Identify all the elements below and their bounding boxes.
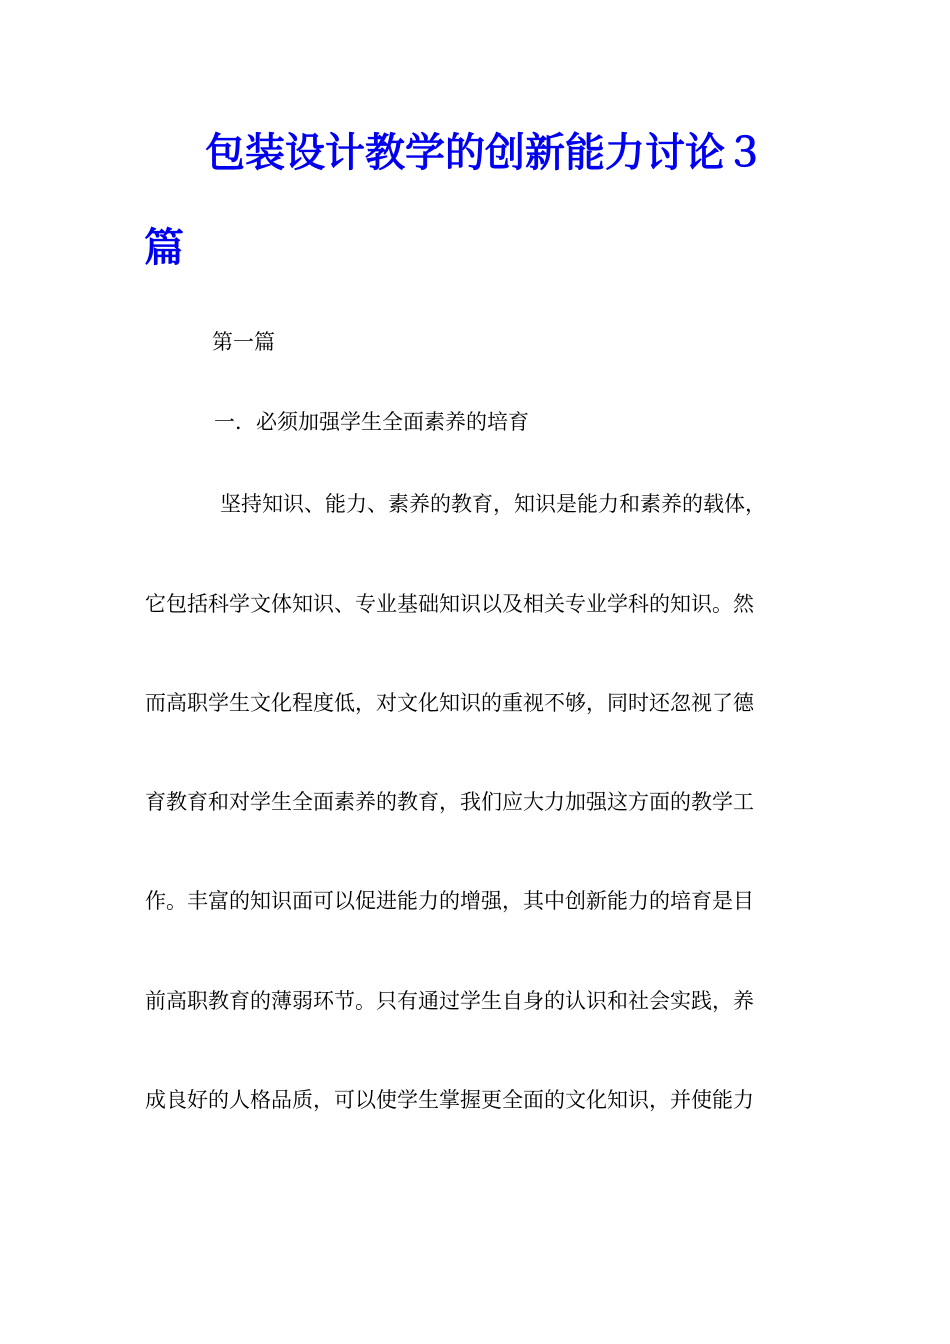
body-line: 成良好的人格品质，可以使学生掌握更全面的文化知识，并使能力 xyxy=(145,1088,754,1112)
body-line: 前高职教育的薄弱环节。只有通过学生自身的认识和社会实践，养 xyxy=(145,989,754,1013)
document-title-line-2: 篇 xyxy=(144,224,184,271)
body-line: 作。丰富的知识面可以促进能力的增强，其中创新能力的培育是目 xyxy=(145,889,754,913)
body-line: 育教育和对学生全面素养的教育，我们应大力加强这方面的教学工 xyxy=(145,790,754,814)
document-title-line-1: 包装设计教学的创新能力讨论３ xyxy=(205,129,765,176)
body-line: 而高职学生文化程度低，对文化知识的重视不够，同时还忽视了德 xyxy=(145,691,754,715)
body-line: 坚持知识、能力、素养的教育，知识是能力和素养的载体， xyxy=(220,492,766,516)
body-line: 它包括科学文体知识、专业基础知识以及相关专业学科的知识。然 xyxy=(145,592,754,616)
section-label: 第一篇 xyxy=(212,330,275,354)
section-heading: 一．必须加强学生全面素养的培育 xyxy=(214,410,529,434)
